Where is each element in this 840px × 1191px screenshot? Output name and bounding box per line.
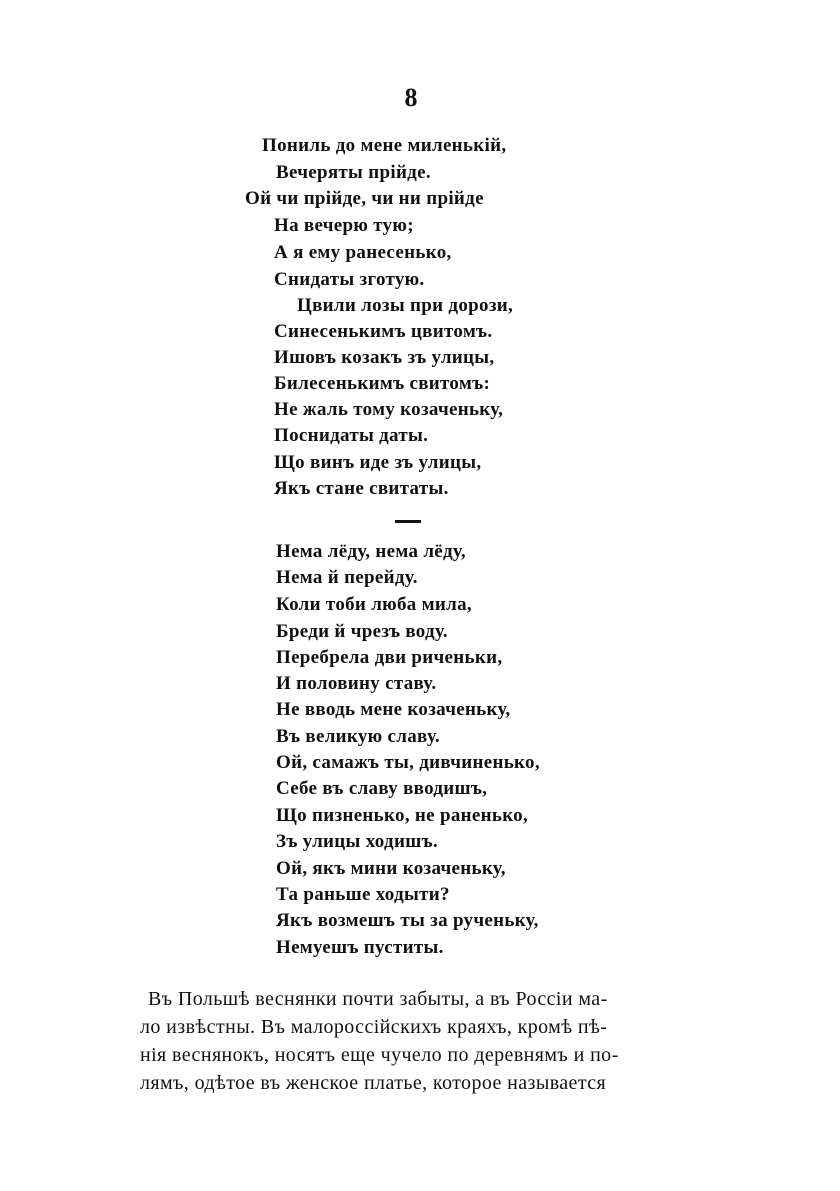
prose-paragraph — [140, 985, 700, 1097]
verse-line: Ой, самажъ ты, дивчиненько, — [276, 752, 540, 773]
verse-line: Коли тоби люба мила, — [276, 594, 472, 615]
verse-line: И половину ставу. — [276, 673, 437, 694]
verse-line: Перебрела дви риченьки, — [276, 647, 503, 668]
verse-line: Не вводь мене козаченьку, — [276, 699, 511, 720]
verse-line: Не жаль тому козаченьку, — [274, 399, 504, 420]
verse-line: Билесенькимъ свитомъ: — [274, 373, 491, 394]
verse-line: Вечеряты прійде. — [276, 162, 431, 183]
verse-line: Себе въ славу вводишъ, — [276, 778, 488, 799]
page-number: 8 — [404, 83, 418, 112]
stanza-divider — [395, 520, 421, 523]
verse-line: Та раньше ходыти? — [276, 884, 450, 905]
verse-line: Въ великую славу. — [276, 726, 440, 747]
prose-line: ло извѣстны. Въ малороссійскихъ краяхъ, кромѣ пѣ- — [140, 1016, 608, 1038]
verse-line: Снидаты зготую. — [274, 269, 425, 290]
verse-line: Зъ улицы ходишъ. — [276, 831, 438, 852]
verse-line: Поснидаты даты. — [274, 425, 429, 446]
verse-line: Якъ возмешъ ты за рученьку, — [276, 910, 539, 931]
verse-line: А я ему ранесенько, — [274, 242, 452, 263]
verse-line: Нема й перейду. — [276, 567, 418, 588]
verse-line: Нема лёду, нема лёду, — [276, 541, 466, 562]
verse-line: Ой, якъ мини козаченьку, — [276, 858, 506, 879]
verse-line: На вечерю тую; — [274, 215, 414, 236]
prose-line: лямъ, одѣтое въ женское платье, которое называется — [140, 1072, 607, 1094]
verse-line: Немуешъ пуститы. — [276, 937, 444, 958]
verse-line: Бреди й чрезъ воду. — [276, 621, 448, 642]
prose-line: Въ Польшѣ веснянки почти забыты, а въ Россіи ма- — [148, 988, 608, 1010]
verse-line: Що винъ иде зъ улицы, — [274, 452, 482, 473]
verse-line: Цвили лозы при дорози, — [297, 295, 514, 316]
verse-line: Ишовъ козакъ зъ улицы, — [274, 347, 495, 368]
verse-line: Пониль до мене миленькій, — [262, 135, 507, 156]
verse-line: Ой чи прійде, чи ни прійде — [245, 188, 484, 209]
verse-line: Якъ стане свитаты. — [274, 478, 449, 499]
verse-line: Синесенькимъ цвитомъ. — [274, 321, 493, 342]
verse-line: Що пизненько, не раненько, — [276, 805, 529, 826]
prose-line: нія веснянокъ, носятъ еще чучело по деревнямъ и по- — [140, 1044, 619, 1066]
